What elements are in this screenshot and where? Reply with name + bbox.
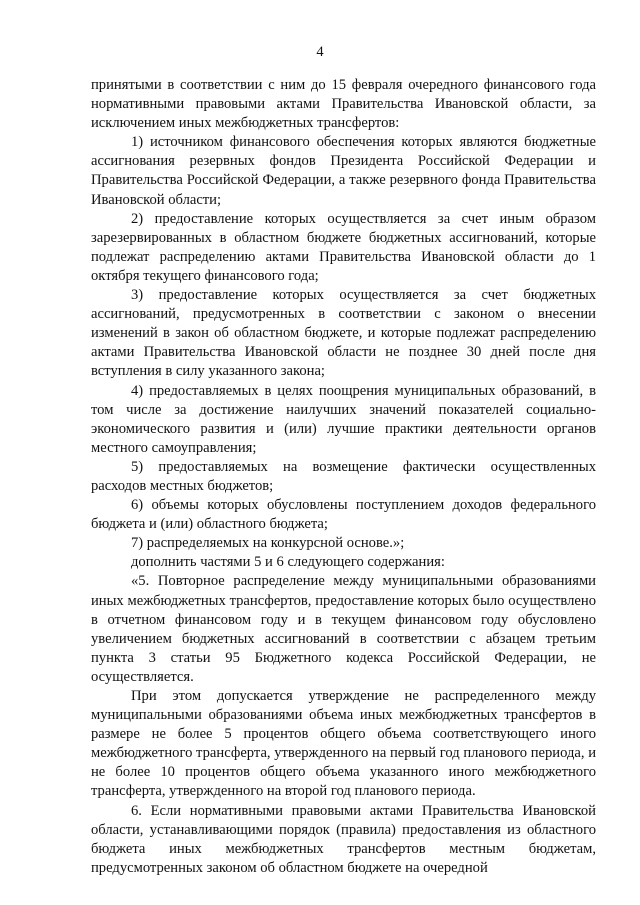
paragraph-item-6: 6) объемы которых обусловлены поступлением доходов федерального бюджета и (или) областного бюджета; xyxy=(91,497,596,533)
paragraph-item-3: 3) предоставление которых осуществляется за счет бюджетных ассигнований, предусмотренных в соответствии с законом о внесении изменений в закон об областном бюджете, и которые подлежат распределению актами Правительства Ивановской области не позднее 30 дней после дня вступления в силу указанного закона; xyxy=(91,287,596,380)
paragraph-amendment-intro: дополнить частями 5 и 6 следующего содержания: xyxy=(131,554,445,571)
paragraph-item-7: 7) распределяемых на конкурсной основе.»; xyxy=(131,535,405,552)
paragraph-continuation: принятыми в соответствии с ним до 15 февраля очередного финансового года нормативными правовыми актами Правительства Ивановской области, за исключением иных межбюджетных трансфертов: xyxy=(91,77,596,132)
paragraph-item-1: 1) источником финансового обеспечения которых являются бюджетные ассигнования резервных фондов Президента Российской Федерации и Правительства Российской Федерации, а также резервного фонда Правительства Ивановской области; xyxy=(91,134,596,208)
paragraph-part-5: «5. Повторное распределение между муниципальными образованиями иных межбюджетных трансфертов, предоставление которых было осуществлено в отчетном финансовом году и в текущем финансовом году обусловлено увеличением бюджетных ассигнований в соответствии с абзацем третьим пункта 3 статьи 95 Бюджетного кодекса Российской Федерации, не осуществляется. xyxy=(91,573,596,685)
document-body xyxy=(91,76,596,878)
paragraph-item-4: 4) предоставляемых в целях поощрения муниципальных образований, в том числе за достижение наилучших значений показателей социально-экономического развития и (или) лучшие практики деятельности органов местного самоуправления; xyxy=(91,382,596,456)
page-number: 4 xyxy=(316,44,324,60)
paragraph-part-5-cont: При этом допускается утверждение не распределенного между муниципальными образованиями объема иных межбюджетных трансфертов в размере не более 5 процентов общего объема соответствующего иного межбюджетного трансферта, утвержденного на первый год планового периода, и не более 10 процентов общего объема указанного иного межбюджетного трансферта, утвержденного на второй год планового периода. xyxy=(91,688,596,800)
paragraph-item-2: 2) предоставление которых осуществляется за счет иным образом зарезервированных в областном бюджете бюджетных ассигнований, которые подлежат распределению актами Правительства Ивановской области до 1 октября текущего финансового года; xyxy=(91,210,596,284)
paragraph-item-5: 5) предоставляемых на возмещение фактически осуществленных расходов местных бюджетов; xyxy=(91,458,596,494)
paragraph-part-6: 6. Если нормативными правовыми актами Правительства Ивановской области, устанавливающими порядок (правила) предоставления из областного бюджета иных межбюджетных трансфертов местным бюджетам, предусмотренных законом об областном бюджете на очередной xyxy=(91,802,596,876)
